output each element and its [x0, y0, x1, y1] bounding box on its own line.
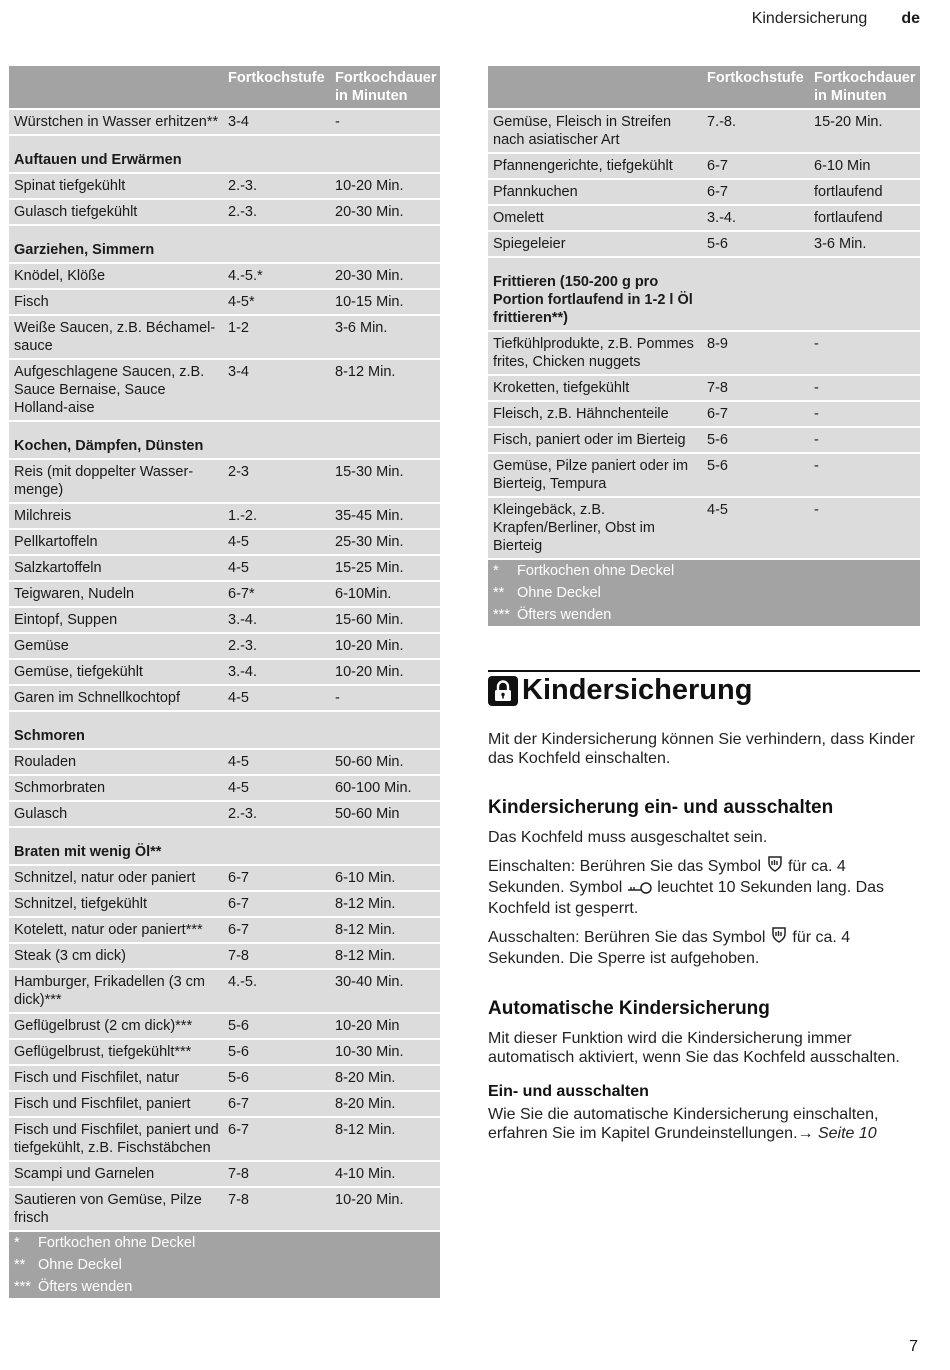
level-cell: 6-7	[223, 1117, 330, 1161]
section-title: Kindersicherung	[522, 674, 753, 706]
duration-cell: 10-20 Min.	[330, 659, 440, 685]
dish-cell: Fisch	[9, 289, 223, 315]
level-cell: 4-5	[223, 749, 330, 775]
dish-cell: Gulasch	[9, 801, 223, 827]
level-cell: 2.-3.	[223, 633, 330, 659]
dish-cell: Geflügelbrust (2 cm dick)***	[9, 1013, 223, 1039]
table-row	[9, 1161, 440, 1187]
duration-cell: 10-20 Min.	[330, 633, 440, 659]
table-section-row	[9, 135, 440, 173]
section-title: Kochen, Dämpfen, Dünsten	[9, 421, 223, 459]
level-cell: 7.-8.	[702, 109, 809, 153]
paragraph-switch-on	[488, 855, 920, 918]
dish-cell: Fisch und Fischfilet, paniert	[9, 1091, 223, 1117]
duration-cell: 60-100 Min.	[330, 775, 440, 801]
table-section-row	[488, 257, 920, 331]
table-row	[488, 453, 920, 497]
key-hand-icon	[770, 926, 788, 949]
duration-cell: 8-20 Min.	[330, 1065, 440, 1091]
level-cell: 3-4	[223, 109, 330, 135]
text-switch-on-a: Einschalten: Berühren Sie das Symbol	[488, 858, 762, 875]
section-title: Frittieren (150-200 g pro Portion fortlaufend in 1-2 l Öl frittieren**)	[488, 257, 702, 331]
dish-cell: Gemüse, Pilze paniert oder im Bierteig, Tempura	[488, 453, 702, 497]
footnote	[488, 582, 920, 604]
dish-cell: Salzkartoffeln	[9, 555, 223, 581]
level-cell: 7-8	[223, 1161, 330, 1187]
key-symbol-icon	[627, 880, 653, 899]
dish-cell: Schmorbraten	[9, 775, 223, 801]
dish-cell: Teigwaren, Nudeln	[9, 581, 223, 607]
duration-cell: 20-30 Min.	[330, 263, 440, 289]
level-cell: 3-4	[223, 359, 330, 421]
dish-cell: Aufgeschlagene Saucen, z.B. Sauce Bernaise, Sauce Holland-aise	[9, 359, 223, 421]
table-row	[9, 917, 440, 943]
footnote-row	[9, 1254, 440, 1276]
dish-cell: Pfannkuchen	[488, 179, 702, 205]
duration-cell: -	[809, 401, 920, 427]
level-cell: 8-9	[702, 331, 809, 375]
table-row	[9, 633, 440, 659]
duration-cell: 4-10 Min.	[330, 1161, 440, 1187]
table-row	[9, 581, 440, 607]
table-header-row	[9, 66, 440, 109]
duration-cell: 50-60 Min	[330, 801, 440, 827]
level-cell: 3.-4.	[223, 607, 330, 633]
level-cell: 4-5	[223, 529, 330, 555]
duration-cell: 3-6 Min.	[330, 315, 440, 359]
level-cell: 6-7	[223, 865, 330, 891]
table-section-row	[9, 827, 440, 865]
table-row	[9, 969, 440, 1013]
duration-cell: 10-15 Min.	[330, 289, 440, 315]
table-row	[9, 1013, 440, 1039]
intro-paragraph: Mit der Kindersicherung können Sie verhindern, dass Kinder das Kochfeld einschalten.	[488, 731, 915, 767]
column-header: Fortkochdauer in Minuten	[330, 66, 440, 109]
level-cell: 6-7	[702, 153, 809, 179]
level-cell: 5-6	[702, 231, 809, 257]
table-row	[9, 109, 440, 135]
duration-cell: 35-45 Min.	[330, 503, 440, 529]
dish-cell: Geflügelbrust, tiefgekühlt***	[9, 1039, 223, 1065]
duration-cell: 20-30 Min.	[330, 199, 440, 225]
table-row	[9, 1187, 440, 1231]
table-row	[9, 801, 440, 827]
duration-cell: -	[809, 331, 920, 375]
duration-cell: 10-20 Min	[330, 1013, 440, 1039]
duration-cell: 8-12 Min.	[330, 891, 440, 917]
text-switch-off-a: Ausschalten: Berühren Sie das Symbol	[488, 929, 766, 946]
duration-cell: 8-12 Min.	[330, 917, 440, 943]
dish-cell: Hamburger, Frikadellen (3 cm dick)***	[9, 969, 223, 1013]
footnote-text: Ohne Deckel	[517, 585, 601, 601]
dish-cell: Gemüse, tiefgekühlt	[9, 659, 223, 685]
dish-cell: Gulasch tiefgekühlt	[9, 199, 223, 225]
table-row	[9, 749, 440, 775]
duration-cell: 6-10 Min.	[330, 865, 440, 891]
table-row	[9, 685, 440, 711]
footnote-mark: *	[14, 1235, 20, 1251]
paragraph-reference	[488, 1105, 920, 1143]
level-cell: 2.-3.	[223, 801, 330, 827]
table-row	[488, 375, 920, 401]
column-header: Fortkochdauer in Minuten	[809, 66, 920, 109]
table-row	[9, 1039, 440, 1065]
duration-cell: 15-60 Min.	[330, 607, 440, 633]
table-row	[488, 401, 920, 427]
table-row	[488, 179, 920, 205]
dish-cell: Sautieren von Gemüse, Pilze frisch	[9, 1187, 223, 1231]
dish-cell: Spinat tiefgekühlt	[9, 173, 223, 199]
arrow-icon: →	[797, 1125, 814, 1142]
section-title: Schmoren	[9, 711, 223, 749]
dish-cell: Scampi und Garnelen	[9, 1161, 223, 1187]
dish-cell: Kleingebäck, z.B. Krapfen/Berliner, Obst im Bierteig	[488, 497, 702, 559]
footnote-text: Ohne Deckel	[38, 1257, 122, 1273]
dish-cell: Steak (3 cm dick)	[9, 943, 223, 969]
level-cell: 5-6	[223, 1065, 330, 1091]
level-cell: 3.-4.	[702, 205, 809, 231]
dish-cell: Rouladen	[9, 749, 223, 775]
table-row	[9, 529, 440, 555]
text-switch-on-c: leuchtet 10 Sekunden lang. Das Kochfeld ist gesperrt.	[488, 879, 885, 917]
dish-cell: Reis (mit doppelter Wasser-menge)	[9, 459, 223, 503]
duration-cell: 8-12 Min.	[330, 1117, 440, 1161]
page-header	[752, 8, 920, 30]
level-cell: 7-8	[223, 943, 330, 969]
duration-cell: fortlaufend	[809, 179, 920, 205]
cooking-table-right	[488, 66, 920, 626]
duration-cell: 10-30 Min.	[330, 1039, 440, 1065]
table-row	[9, 607, 440, 633]
dish-cell: Pfannengerichte, tiefgekühlt	[488, 153, 702, 179]
subheading-enable-disable: Ein- und ausschalten	[488, 1083, 649, 1100]
table-row	[9, 943, 440, 969]
level-cell: 7-8	[223, 1187, 330, 1231]
footnote-text: Fortkochen ohne Deckel	[517, 563, 675, 579]
column-header: Fortkochstufe	[223, 66, 330, 109]
paragraph-automatic: Mit dieser Funktion wird die Kindersicherung immer automatisch aktiviert, wenn Sie das Kochfeld ausschalten.	[488, 1030, 900, 1066]
dish-cell: Würstchen in Wasser erhitzen**	[9, 109, 223, 135]
table-row	[9, 1117, 440, 1161]
table-row	[488, 205, 920, 231]
table-section-row	[9, 711, 440, 749]
level-cell: 3.-4.	[223, 659, 330, 685]
dish-cell: Garen im Schnellkochtopf	[9, 685, 223, 711]
lock-icon	[488, 676, 518, 706]
level-cell: 6-7	[702, 179, 809, 205]
dish-cell: Weiße Saucen, z.B. Béchamel-sauce	[9, 315, 223, 359]
duration-cell: 30-40 Min.	[330, 969, 440, 1013]
table-row	[9, 173, 440, 199]
table-row	[488, 331, 920, 375]
text-switch-off-b: für ca. 4 Sekunden. Die Sperre ist aufgehoben.	[488, 929, 851, 967]
table-row	[9, 555, 440, 581]
level-cell: 4-5	[702, 497, 809, 559]
footnote-row	[488, 582, 920, 604]
section-heading	[488, 674, 920, 707]
footnote-text: Öfters wenden	[517, 607, 612, 623]
footnote-row	[488, 559, 920, 582]
column-header: Fortkochstufe	[702, 66, 809, 109]
level-cell: 2.-3.	[223, 173, 330, 199]
level-cell: 1-2	[223, 315, 330, 359]
level-cell: 5-6	[223, 1013, 330, 1039]
header-lang: de	[901, 10, 920, 27]
footnote	[488, 559, 920, 582]
dish-cell: Omelett	[488, 205, 702, 231]
dish-cell: Kroketten, tiefgekühlt	[488, 375, 702, 401]
table-row	[9, 459, 440, 503]
footnote-text: Öfters wenden	[38, 1279, 133, 1295]
table-row	[9, 289, 440, 315]
table-row	[9, 775, 440, 801]
dish-cell: Fisch und Fischfilet, paniert und tiefgekühlt, z.B. Fischstäbchen	[9, 1117, 223, 1161]
level-cell: 4.-5.*	[223, 263, 330, 289]
duration-cell: 10-20 Min.	[330, 1187, 440, 1231]
level-cell: 5-6	[223, 1039, 330, 1065]
table-row	[488, 109, 920, 153]
level-cell: 5-6	[702, 453, 809, 497]
table-section-row	[9, 225, 440, 263]
footnote-mark: *	[493, 563, 499, 579]
table-row	[9, 891, 440, 917]
header-title: Kindersicherung	[751, 10, 868, 27]
duration-cell: 15-25 Min.	[330, 555, 440, 581]
subheading-on-off: Kindersicherung ein- und ausschalten	[488, 797, 834, 818]
table-row	[9, 1065, 440, 1091]
paragraph-prerequisite: Das Kochfeld muss ausgeschaltet sein.	[488, 829, 768, 846]
duration-cell: 3-6 Min.	[809, 231, 920, 257]
duration-cell: 50-60 Min.	[330, 749, 440, 775]
footnote-text: Fortkochen ohne Deckel	[38, 1235, 196, 1251]
table-row	[9, 503, 440, 529]
cooking-table-left	[9, 66, 440, 1298]
dish-cell: Eintopf, Suppen	[9, 607, 223, 633]
level-cell: 2.-3.	[223, 199, 330, 225]
level-cell: 6-7	[223, 917, 330, 943]
level-cell: 6-7	[223, 891, 330, 917]
footnote-row	[488, 604, 920, 626]
duration-cell: 6-10Min.	[330, 581, 440, 607]
dish-cell: Schnitzel, tiefgekühlt	[9, 891, 223, 917]
table-row	[9, 263, 440, 289]
footnote-mark: **	[14, 1257, 26, 1273]
dish-cell: Gemüse	[9, 633, 223, 659]
duration-cell: fortlaufend	[809, 205, 920, 231]
table-row	[488, 497, 920, 559]
table-row	[9, 659, 440, 685]
duration-cell: 10-20 Min.	[330, 173, 440, 199]
duration-cell: 8-12 Min.	[330, 943, 440, 969]
duration-cell: -	[809, 427, 920, 453]
table-row	[9, 1091, 440, 1117]
section-title: Auftauen und Erwärmen	[9, 135, 223, 173]
footnote-row	[9, 1231, 440, 1254]
table-row	[488, 231, 920, 257]
footnote	[9, 1276, 440, 1298]
dish-cell: Tiefkühlprodukte, z.B. Pommes frites, Chicken nuggets	[488, 331, 702, 375]
footnote-mark: **	[493, 585, 505, 601]
duration-cell: -	[330, 685, 440, 711]
dish-cell: Spiegeleier	[488, 231, 702, 257]
page-number: 7	[909, 1338, 918, 1355]
level-cell: 6-7*	[223, 581, 330, 607]
paragraph-switch-off	[488, 926, 920, 968]
level-cell: 7-8	[702, 375, 809, 401]
level-cell: 4-5	[223, 775, 330, 801]
duration-cell: 15-30 Min.	[330, 459, 440, 503]
table-row	[9, 199, 440, 225]
table-row	[488, 427, 920, 453]
duration-cell: -	[809, 375, 920, 401]
duration-cell: 15-20 Min.	[809, 109, 920, 153]
dish-cell: Kotelett, natur oder paniert***	[9, 917, 223, 943]
footnote-row	[9, 1276, 440, 1298]
duration-cell: -	[809, 453, 920, 497]
footnote	[488, 604, 920, 626]
level-cell: 4-5	[223, 555, 330, 581]
footnote	[9, 1254, 440, 1276]
table-row	[9, 359, 440, 421]
table-header-row	[488, 66, 920, 109]
level-cell: 6-7	[223, 1091, 330, 1117]
dish-cell: Milchreis	[9, 503, 223, 529]
child-lock-section	[488, 670, 920, 1143]
duration-cell: 8-20 Min.	[330, 1091, 440, 1117]
duration-cell: -	[809, 497, 920, 559]
section-title: Braten mit wenig Öl**	[9, 827, 223, 865]
duration-cell: 25-30 Min.	[330, 529, 440, 555]
level-cell: 1.-2.	[223, 503, 330, 529]
level-cell: 2-3	[223, 459, 330, 503]
duration-cell: 6-10 Min	[809, 153, 920, 179]
table-row	[9, 315, 440, 359]
table-section-row	[9, 421, 440, 459]
dish-cell: Knödel, Klöße	[9, 263, 223, 289]
table-row	[488, 153, 920, 179]
level-cell: 6-7	[702, 401, 809, 427]
level-cell: 4.-5.	[223, 969, 330, 1013]
dish-cell: Fleisch, z.B. Hähnchenteile	[488, 401, 702, 427]
dish-cell: Pellkartoffeln	[9, 529, 223, 555]
dish-cell: Gemüse, Fleisch in Streifen nach asiatischer Art	[488, 109, 702, 153]
level-cell: 4-5*	[223, 289, 330, 315]
subheading-automatic: Automatische Kindersicherung	[488, 998, 770, 1019]
dish-cell: Schnitzel, natur oder paniert	[9, 865, 223, 891]
text-reference: Wie Sie die automatische Kindersicherung einschalten, erfahren Sie im Kapitel Grundeinstellungen.	[488, 1106, 879, 1142]
footnote	[9, 1231, 440, 1254]
section-title: Garziehen, Simmern	[9, 225, 223, 263]
dish-cell: Fisch, paniert oder im Bierteig	[488, 427, 702, 453]
dish-cell: Fisch und Fischfilet, natur	[9, 1065, 223, 1091]
table-row	[9, 865, 440, 891]
duration-cell: 8-12 Min.	[330, 359, 440, 421]
level-cell: 5-6	[702, 427, 809, 453]
key-hand-icon	[766, 855, 784, 878]
footnote-mark: ***	[493, 607, 510, 623]
footnote-mark: ***	[14, 1279, 31, 1295]
text-switch-on-b: für ca. 4 Sekunden. Symbol	[488, 858, 846, 896]
level-cell: 4-5	[223, 685, 330, 711]
column-header	[488, 66, 702, 109]
page-reference-link[interactable]: Seite 10	[817, 1125, 877, 1142]
column-header	[9, 66, 223, 109]
heading-rule	[488, 670, 920, 672]
duration-cell: -	[330, 109, 440, 135]
